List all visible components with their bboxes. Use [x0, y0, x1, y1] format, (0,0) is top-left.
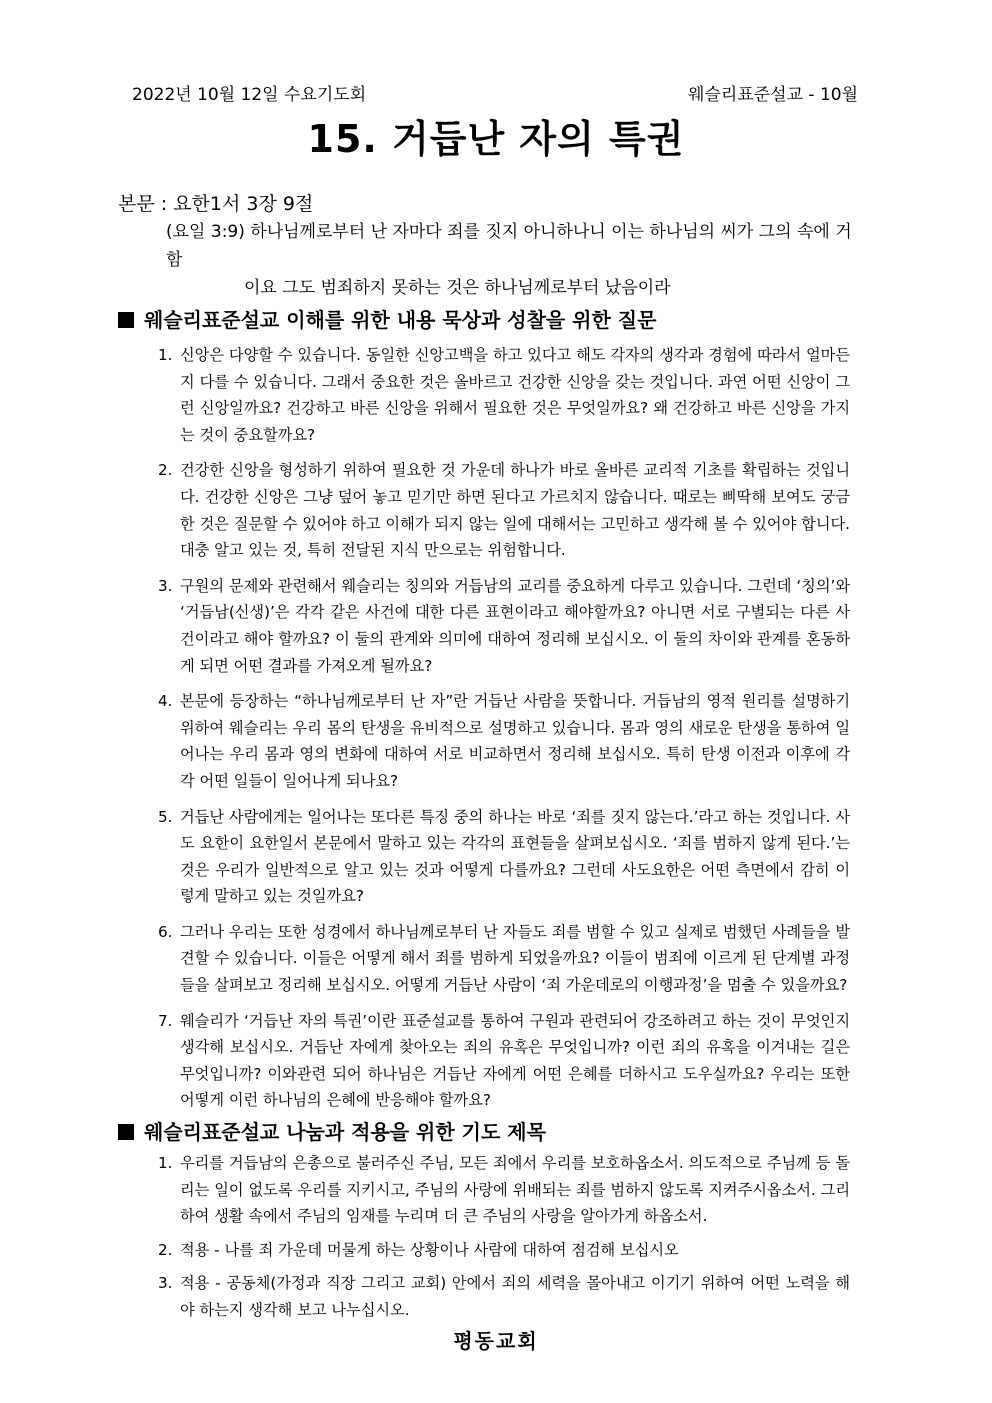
item-number: 4.	[158, 692, 173, 711]
item-number: 6.	[158, 922, 173, 941]
list-item	[158, 919, 850, 999]
item-text: 건강한 신앙을 형성하기 위하여 필요한 것 가운데 하나가 바로 올바른 교리적 기초를 확립하는 것입니다. 건강한 신앙은 그냥 덮어 놓고 믿기만 하면 된다고 가르치지 않습니다. 때로는 삐딱해 보여도 궁금한 것은 질문할 수 있어야 하고 이해가 되지 않는 일에 대해서는 고민하고 생각해 볼 수 있어야 합니다. 대충 알고 있는 것, 특히 전달된 지식 만으로는 위험합니다.	[180, 461, 850, 560]
scripture-block	[118, 190, 858, 302]
item-text: 신앙은 다양할 수 있습니다. 동일한 신앙고백을 하고 있다고 해도 각자의 생각과 경험에 따라서 얼마든지 다를 수 있습니다. 그래서 중요한 것은 올바르고 건강한 신앙을 갖는 것입니다. 과연 어떤 신앙이 그런 신앙일까요? 건강하고 바른 신앙을 위해서 필요한 것은 무엇일까요? 왜 건강하고 바른 신앙을 가지는 것이 중요할까요?	[180, 346, 850, 444]
church-name-footer: 평동교회	[453, 1329, 539, 1353]
item-number: 2.	[158, 1240, 173, 1259]
scripture-reference: 본문 : 요한1서 3장 9절	[118, 193, 314, 215]
item-number: 5.	[158, 807, 173, 826]
list-item	[158, 688, 850, 794]
item-text: 구원의 문제와 관련해서 웨슬리는 칭의와 거듭남의 교리를 중요하게 다루고 있습니다. 그런데 ‘칭의’와 ‘거듭남(신생)’은 각각 같은 사건에 대한 다른 표현이라고 해야할까요? 아니면 서로 구별되는 다른 사건이라고 해야 할까요? 이 둘의 관계와 의미에 대하여 정리해 보십시오. 이 둘의 차이와 관계를 혼동하게 되면 어떤 결과를 가져오게 될까요?	[180, 576, 850, 675]
list-item	[158, 1237, 850, 1264]
list-item	[158, 342, 850, 448]
list-item	[158, 1270, 850, 1323]
item-text: 우리를 거듭남의 은총으로 불러주신 주님, 모든 죄에서 우리를 보호하옵소서. 의도적으로 주님께 등 돌리는 일이 없도록 우리를 지키시고, 주님의 사랑에 위배되는 죄를 범하지 않도록 지켜주시옵소서. 그리하여 생활 속에서 주님의 임재를 누리며 더 큰 주님의 사랑을 알아가게 하옵소서.	[180, 1154, 850, 1226]
list-item	[158, 1150, 850, 1230]
list-item	[158, 804, 850, 910]
item-text: 거듭난 사람에게는 일어나는 또다른 특징 중의 하나는 바로 ‘죄를 짓지 않는다.’라고 하는 것입니다. 사도 요한이 요한일서 본문에서 말하고 있는 각각의 표현들을 살펴보십시오. ‘죄를 범하지 않게 된다.’는 것은 우리가 일반적으로 알고 있는 것과 어떻게 다를까요? 그런데 사도요한은 어떤 측면에서 감히 이렇게 말하고 있는 것일까요?	[180, 807, 850, 906]
header-series: 웨슬리표준설교 - 10월	[688, 85, 858, 105]
list-item	[158, 457, 850, 563]
item-text: 그러나 우리는 또한 성경에서 하나님께로부터 난 자들도 죄를 범할 수 있고 실제로 범했던 사례들을 발견할 수 있습니다. 이들은 어떻게 해서 죄를 범하게 되었을까요? 이들이 범죄에 이르게 된 단계별 과정들을 살펴보고 정리해 보십시오. 어떻게 거듭난 사람이 ‘죄 가운데로의 이행과정’을 멈출 수 있을까요?	[180, 922, 850, 995]
prayer-list	[158, 1150, 850, 1331]
section-heading-questions	[118, 304, 656, 333]
question-list	[158, 342, 850, 1123]
header-date-service: 2022년 10월 12일 수요기도회	[132, 85, 367, 105]
item-number: 2.	[158, 461, 173, 480]
item-number: 1.	[158, 1154, 173, 1172]
item-text: 적용 - 나를 죄 가운데 머물게 하는 상황이나 사람에 대하여 점검해 보십시오	[180, 1240, 679, 1259]
page-title: 15. 거듭난 자의 특권	[307, 117, 685, 161]
item-text: 웨슬리가 ‘거듭난 자의 특권’이란 표준설교를 통하여 구원과 관련되어 강조하려고 하는 것이 무엇인지 생각해 보십시오. 거듭난 자에게 찾아오는 죄의 유혹은 무엇입니까? 이런 죄의 유혹을 이겨내는 길은 무엇입니까? 이와관련 되어 하나님은 거듭난 자에게 어떤 은혜를 더하시고 도우실까요? 우리는 또한 어떻게 이런 하나님의 은혜에 반응해야 할까요?	[180, 1011, 850, 1110]
item-number: 7.	[158, 1011, 173, 1030]
section-heading-text: 웨슬리표준설교 이해를 위한 내용 묵상과 성찰을 위한 질문	[144, 308, 657, 332]
item-text: 본문에 등장하는 “하나님께로부터 난 자”란 거듭난 사람을 뜻합니다. 거듭남의 영적 원리를 설명하기 위하여 웨슬리는 우리 몸의 탄생을 유비적으로 설명하고 있습니다. 몸과 영의 새로운 탄생을 통하여 일어나는 우리 몸과 영의 변화에 대하여 서로 비교하면서 정리해 보십시오. 특히 탄생 이전과 이후에 각각 어떤 일들이 일어나게 되나요?	[180, 692, 850, 790]
item-number: 1.	[158, 346, 173, 364]
list-item	[158, 573, 850, 679]
scripture-verse	[118, 218, 858, 302]
square-bullet-icon	[118, 312, 134, 328]
verse-line-1: (요일 3:9) 하나님께로부터 난 자마다 죄를 짓지 아니하나니 이는 하나님의 씨가 그의 속에 거함	[166, 222, 852, 270]
section-heading-text: 웨슬리표준설교 나눔과 적용을 위한 기도 제목	[144, 1120, 546, 1144]
item-number: 3.	[158, 576, 173, 595]
section-heading-prayers	[118, 1116, 546, 1145]
verse-line-2: 이요 그도 범죄하지 못하는 것은 하나님께로부터 났음이라	[244, 278, 671, 298]
item-number: 3.	[158, 1274, 173, 1293]
list-item	[158, 1008, 850, 1114]
square-bullet-icon	[118, 1124, 134, 1140]
item-text: 적용 - 공동체(가정과 직장 그리고 교회) 안에서 죄의 세력을 몰아내고 이기기 위하여 어떤 노력을 해야 하는지 생각해 보고 나누십시오.	[180, 1274, 850, 1319]
